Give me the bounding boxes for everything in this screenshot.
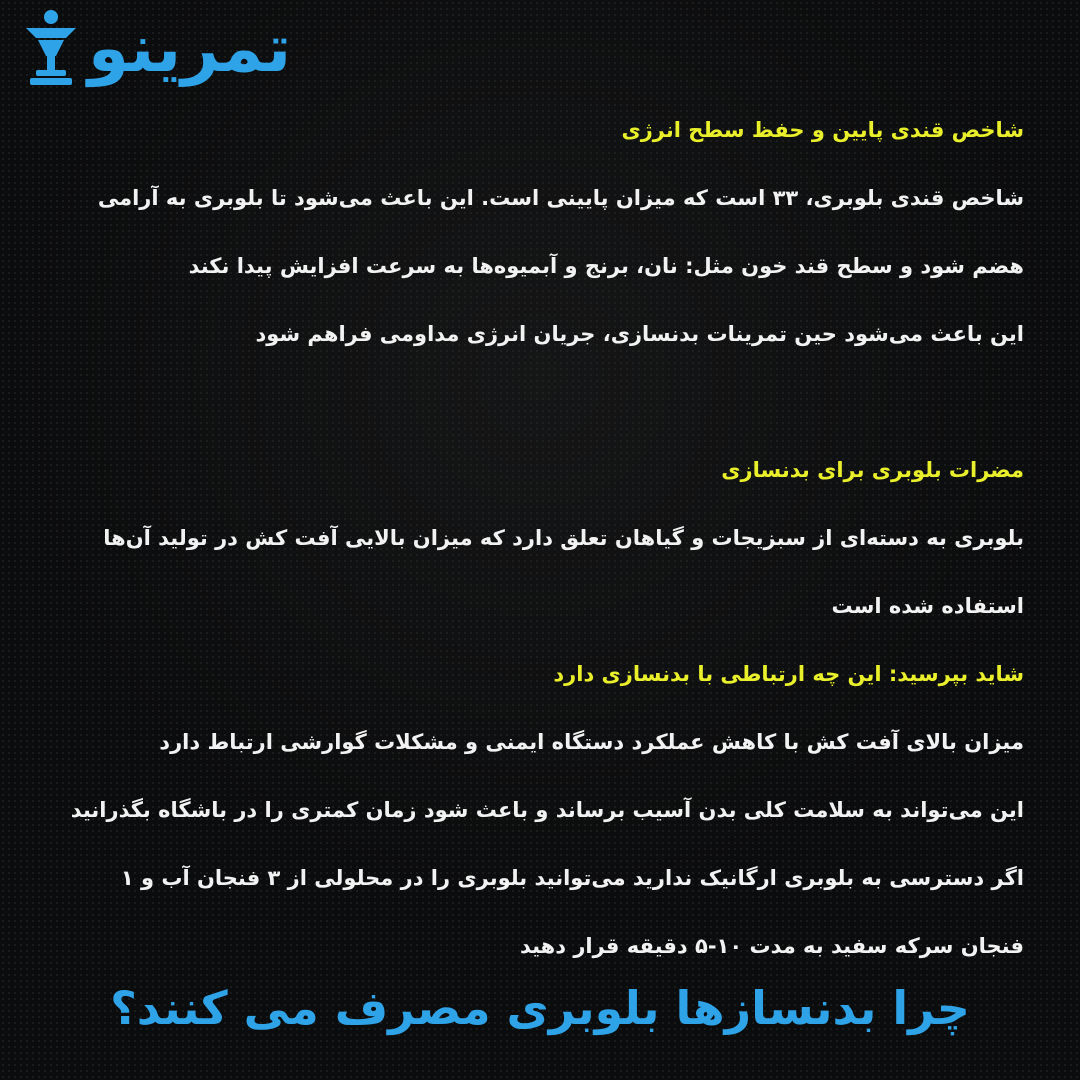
footer-title: چرا بدنسازها بلوبری مصرف می کنند؟ <box>110 981 970 1035</box>
paragraph-line: فنجان سرکه سفید به مدت ۱۰-۵ دقیقه قرار دهید <box>519 934 1024 958</box>
section-heading: شاید بپرسید: این چه ارتباطی با بدنسازی دارد <box>553 662 1024 686</box>
section-spacer <box>54 368 1024 436</box>
trophy-cup-icon <box>18 8 84 90</box>
section-heading: شاخص قندی پایین و حفظ سطح انرژی <box>621 118 1024 142</box>
paragraph-line: میزان بالای آفت کش با کاهش عملکرد دستگاه ایمنی و مشکلات گوارشی ارتباط دارد <box>159 730 1024 754</box>
paragraph-line: بلوبری به دسته‌ای از سبزیجات و گیاهان تعلق دارد که میزان بالایی آفت کش در تولید آن‌ها <box>103 526 1024 550</box>
paragraph-line: اگر دسترسی به بلوبری ارگانیک ندارید می‌توانید بلوبری را در محلولی از ۳ فنجان آب و ۱ <box>120 866 1024 890</box>
brand-logo <box>18 8 438 90</box>
brand-name: تمرینو <box>88 10 292 87</box>
section-heading: مضرات بلوبری برای بدنسازی <box>721 458 1024 482</box>
paragraph-line: هضم شود و سطح قند خون مثل: نان، برنج و آبمیوه‌ها به سرعت افزایش پیدا نکند <box>188 254 1024 278</box>
paragraph-line: استفاده شده است <box>831 594 1024 618</box>
article-body <box>54 96 1024 980</box>
paragraph-line: این باعث می‌شود حین تمرینات بدنسازی، جریان انرژی مداومی فراهم شود <box>255 322 1024 346</box>
paragraph-line: شاخص قندی بلوبری، ۳۳ است که میزان پایینی است. این باعث می‌شود تا بلوبری به آرامی <box>97 186 1024 210</box>
paragraph-line: این می‌تواند به سلامت کلی بدن آسیب برساند و باعث شود زمان کمتری را در باشگاه بگذرانید <box>70 798 1024 822</box>
